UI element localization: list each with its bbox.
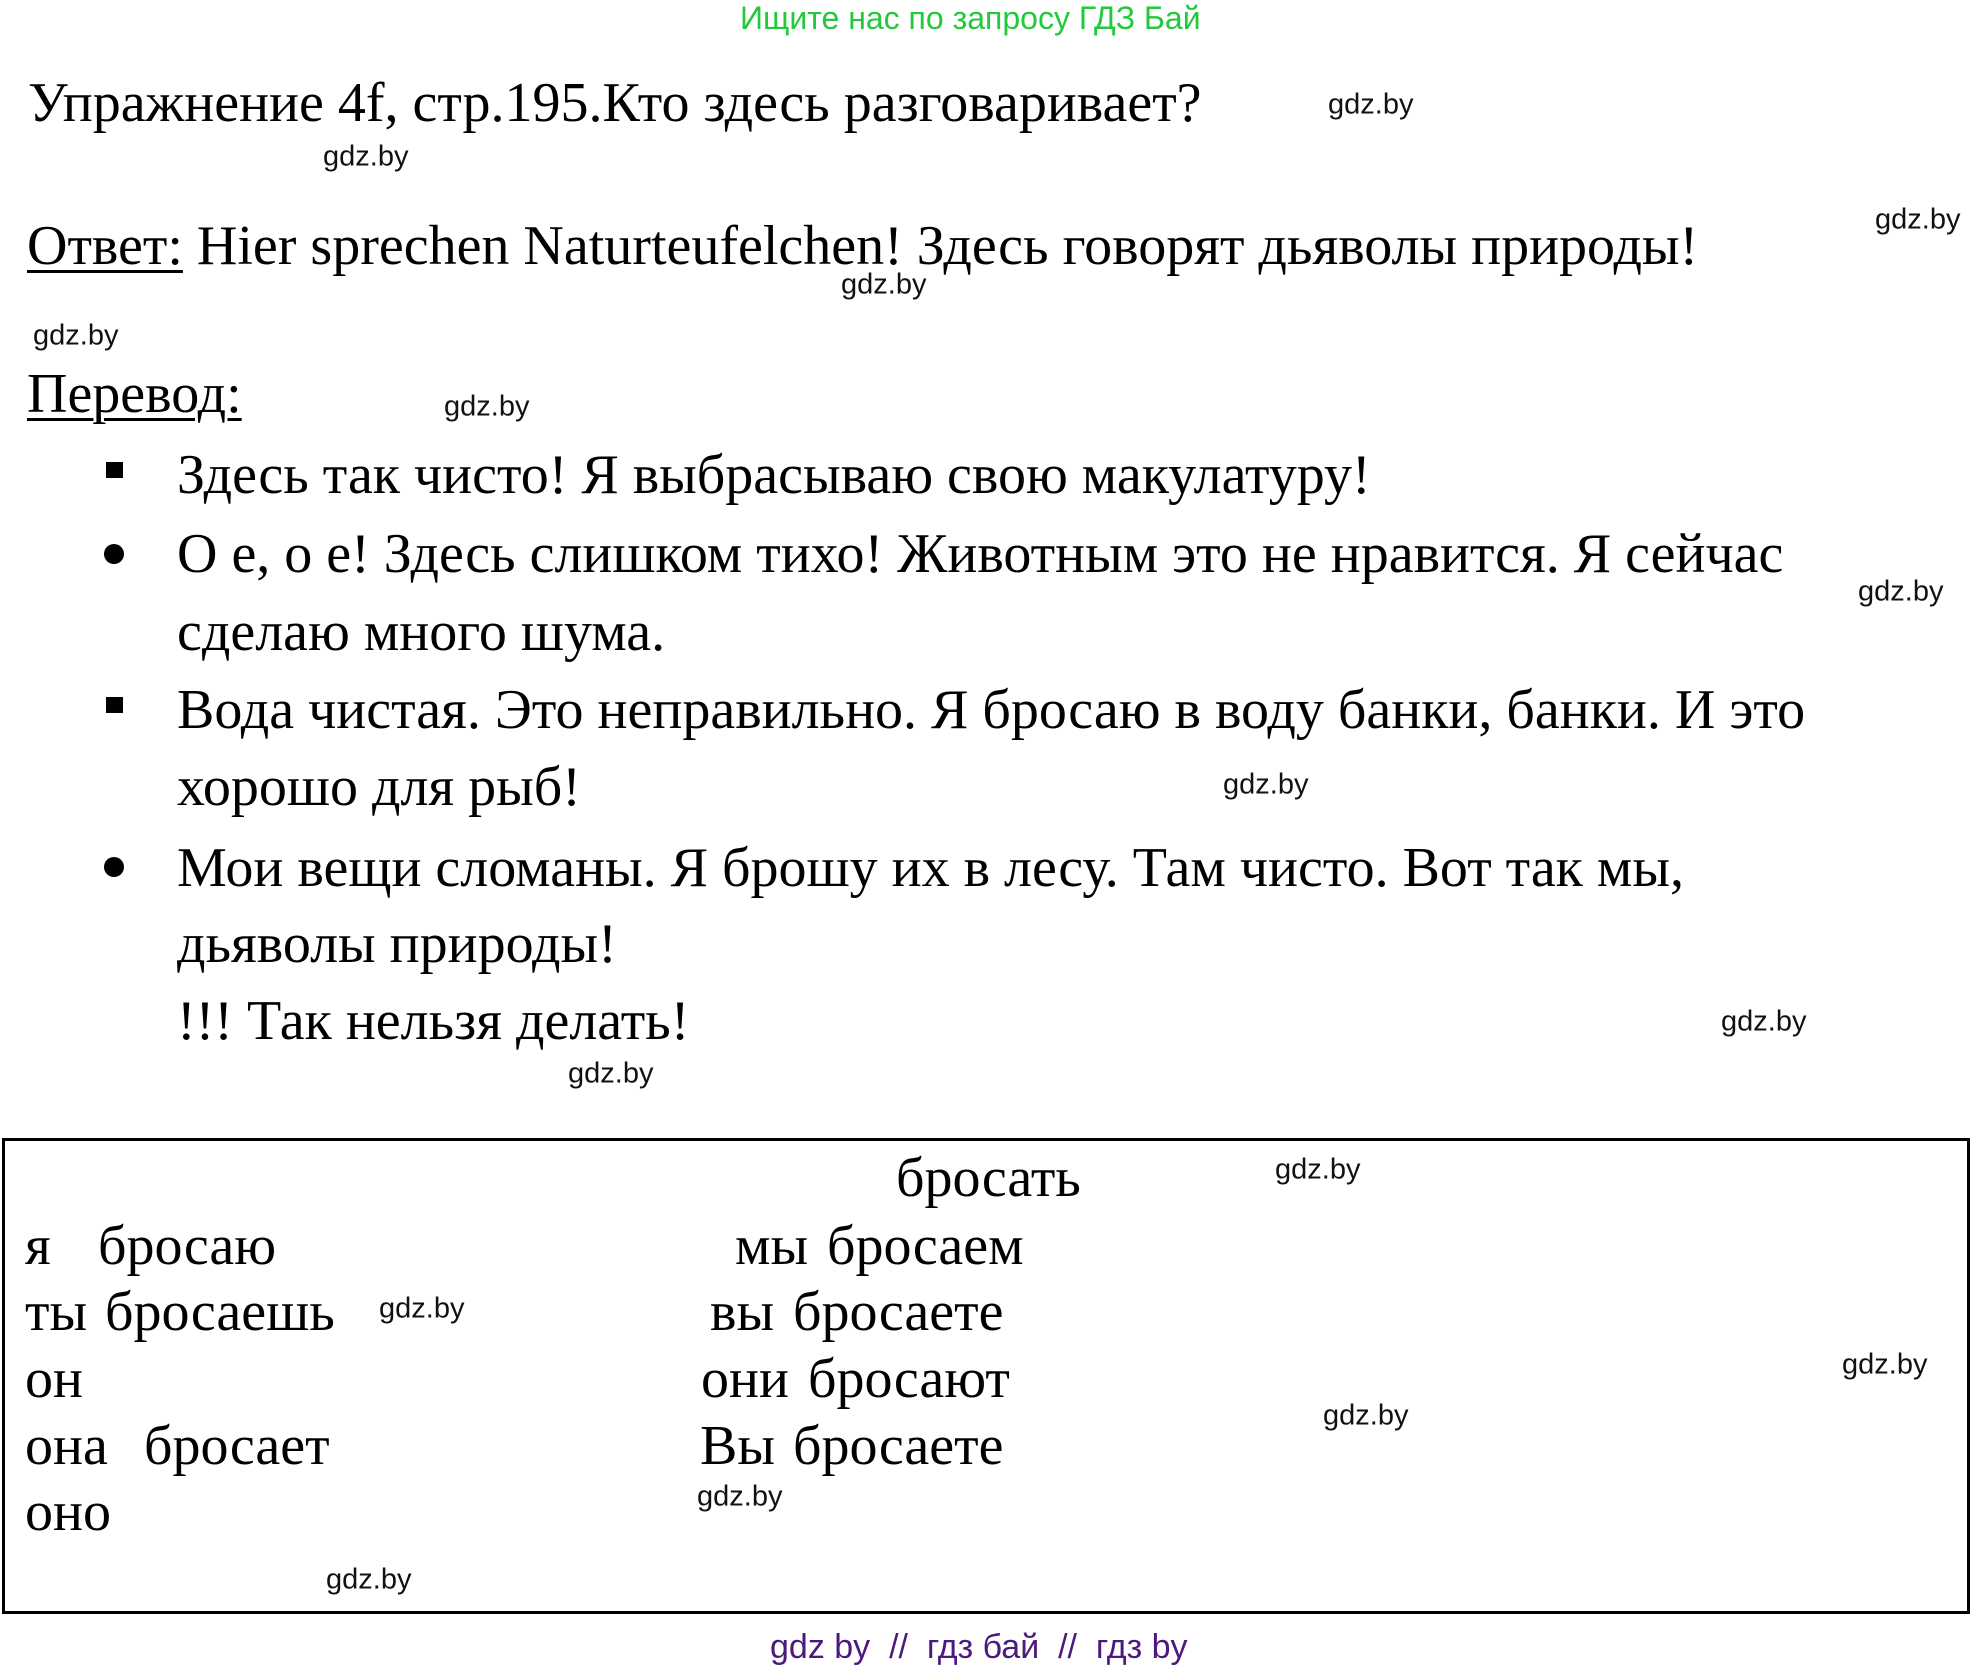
round-bullet-icon	[104, 857, 124, 877]
form-ya: бросаю	[98, 1215, 277, 1277]
watermark: gdz.by	[841, 268, 927, 301]
pronoun-oni: они	[701, 1348, 789, 1410]
conjugation-verb: бросать	[896, 1147, 1081, 1209]
round-bullet-icon	[104, 544, 124, 564]
warning-note: !!! Так нельзя делать!	[177, 990, 690, 1052]
watermark: gdz.by	[1858, 575, 1944, 608]
watermark: gdz.by	[1842, 1348, 1928, 1381]
watermark: gdz.by	[379, 1292, 465, 1325]
watermark: gdz.by	[568, 1057, 654, 1090]
form-vy: бросаете	[793, 1281, 1004, 1343]
watermark: gdz.by	[444, 390, 530, 423]
footer-links: gdz by // гдз бай // гдз by	[770, 1628, 1188, 1666]
watermark: gdz.by	[1323, 1399, 1409, 1432]
pronoun-my: мы	[735, 1215, 809, 1277]
square-bullet-icon	[106, 697, 123, 713]
exercise-title: Упражнение 4f, стр.195.Кто здесь разговаривает?	[28, 72, 1202, 134]
pronoun-ya: я	[25, 1215, 51, 1277]
pronoun-ona: она	[25, 1415, 108, 1477]
watermark: gdz.by	[697, 1480, 783, 1513]
form-vy-formal: бросаете	[793, 1415, 1004, 1477]
form-ona: бросает	[144, 1415, 330, 1477]
list-item-line: хорошо для рыб!	[177, 756, 581, 818]
square-bullet-icon	[106, 462, 123, 478]
watermark: gdz.by	[33, 319, 119, 352]
watermark: gdz.by	[1875, 203, 1961, 236]
watermark: gdz.by	[323, 140, 409, 173]
answer-label: Ответ:	[27, 215, 183, 277]
list-item-line: Вода чистая. Это неправильно. Я бросаю в воду банки, банки. И это	[177, 679, 1806, 741]
pronoun-ono: оно	[25, 1481, 111, 1543]
watermark: gdz.by	[1275, 1153, 1361, 1186]
list-item-line: дьяволы природы!	[177, 913, 617, 975]
pronoun-vy-formal: Вы	[700, 1415, 775, 1477]
list-item-line: О е, о е! Здесь слишком тихо! Животным это не нравится. Я сейчас	[177, 523, 1784, 585]
answer-line	[27, 215, 1699, 277]
answer-text: Hier sprechen Naturteufelchen! Здесь говорят дьяволы природы!	[182, 215, 1699, 277]
pronoun-vy: вы	[710, 1281, 775, 1343]
translation-label: Перевод:	[27, 363, 242, 425]
watermark: gdz.by	[326, 1563, 412, 1596]
watermark: gdz.by	[1721, 1005, 1807, 1038]
list-item-line: Мои вещи сломаны. Я брошу их в лесу. Там чисто. Вот так мы,	[177, 837, 1684, 899]
search-banner: Ищите нас по запросу ГДЗ Бай	[740, 0, 1201, 36]
watermark: gdz.by	[1223, 768, 1309, 801]
pronoun-ty: ты	[25, 1281, 88, 1343]
list-item-line: сделаю много шума.	[177, 601, 666, 663]
watermark: gdz.by	[1328, 88, 1414, 121]
form-oni: бросают	[808, 1348, 1010, 1410]
form-my: бросаем	[827, 1215, 1024, 1277]
pronoun-on: он	[25, 1348, 83, 1410]
list-item-line: Здесь так чисто! Я выбрасываю свою макулатуру!	[177, 444, 1371, 506]
form-ty: бросаешь	[105, 1281, 335, 1343]
